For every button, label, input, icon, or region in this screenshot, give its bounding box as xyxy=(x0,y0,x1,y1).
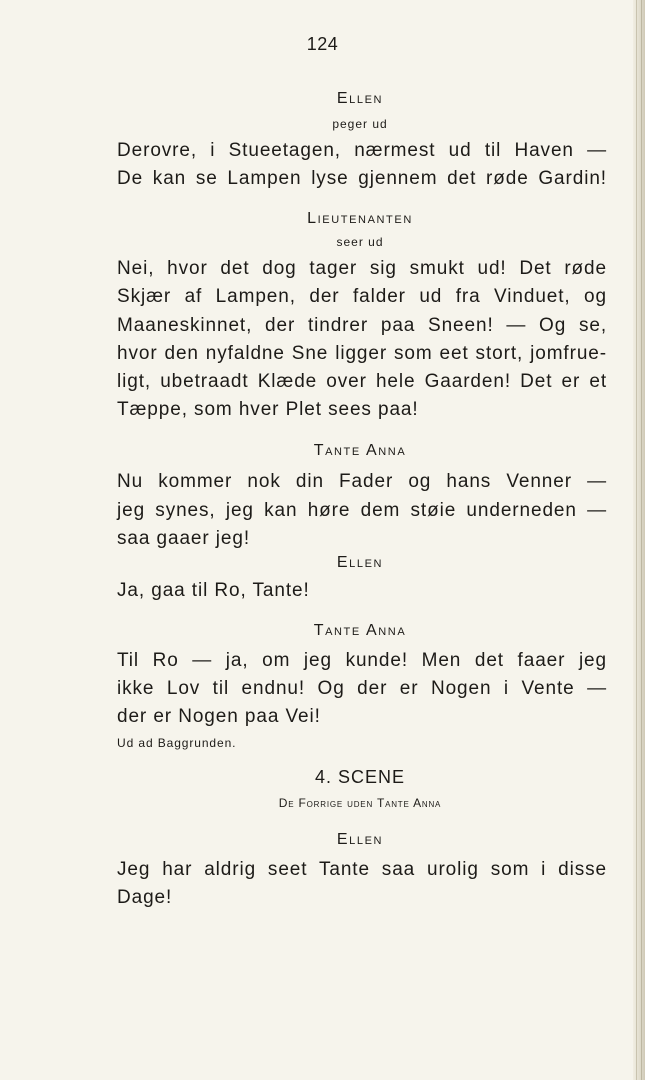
speaker-lieutenanten: Lieutenanten xyxy=(307,210,413,227)
stage-direction: seer ud xyxy=(336,235,384,249)
dialogue-line: De kan se Lampen lyse gjennem det røde Gardin! xyxy=(117,168,607,189)
dialogue-line: Jeg har aldrig seet Tante saa urolig som i disse xyxy=(117,859,607,880)
stage-note: Ud ad Baggrunden. xyxy=(117,736,237,750)
page-number: 124 xyxy=(306,34,339,54)
speaker-ellen: Ellen xyxy=(336,831,384,848)
scene-subtitle: De Forrige uden Tante Anna xyxy=(278,796,442,810)
scene-title: 4. SCENE xyxy=(314,767,406,787)
dialogue-line: Derovre, i Stueetagen, nærmest ud til Haven — xyxy=(117,140,607,161)
dialogue-line: Tæppe, som hver Plet sees paa! xyxy=(117,399,419,420)
dialogue-line: saa gaaer jeg! xyxy=(117,528,251,549)
page-edge xyxy=(633,0,645,1080)
dialogue-line: Dage! xyxy=(117,887,173,908)
dialogue-line: Maaneskinnet, der tindrer paa Sneen! — Og se, xyxy=(117,315,607,336)
speaker-tante-anna: Tante Anna xyxy=(313,442,407,459)
speaker-tante-anna: Tante Anna xyxy=(313,622,407,639)
speaker-ellen: Ellen xyxy=(336,554,384,571)
dialogue-line: Nu kommer nok din Fader og hans Venner — xyxy=(117,471,607,492)
dialogue-line: jeg synes, jeg kan høre dem støie underneden — xyxy=(117,500,607,521)
dialogue-line: hvor den nyfaldne Sne ligger som eet stort, jomfrue- xyxy=(117,343,607,364)
stage-direction: peger ud xyxy=(332,117,388,131)
dialogue-line: Til Ro — ja, om jeg kunde! Men det faaer jeg xyxy=(117,650,607,671)
speaker-ellen: Ellen xyxy=(336,90,384,107)
dialogue-line: Skjær af Lampen, der falder ud fra Vinduet, og xyxy=(117,286,607,307)
dialogue-line: Ja, gaa til Ro, Tante! xyxy=(117,580,310,601)
dialogue-line: der er Nogen paa Vei! xyxy=(117,706,321,727)
dialogue-line: ligt, ubetraadt Klæde over hele Gaarden! Det er et xyxy=(117,371,607,392)
dialogue-line: ikke Lov til endnu! Og der er Nogen i Vente — xyxy=(117,678,607,699)
dialogue-line: Nei, hvor det dog tager sig smukt ud! Det røde xyxy=(117,258,607,279)
